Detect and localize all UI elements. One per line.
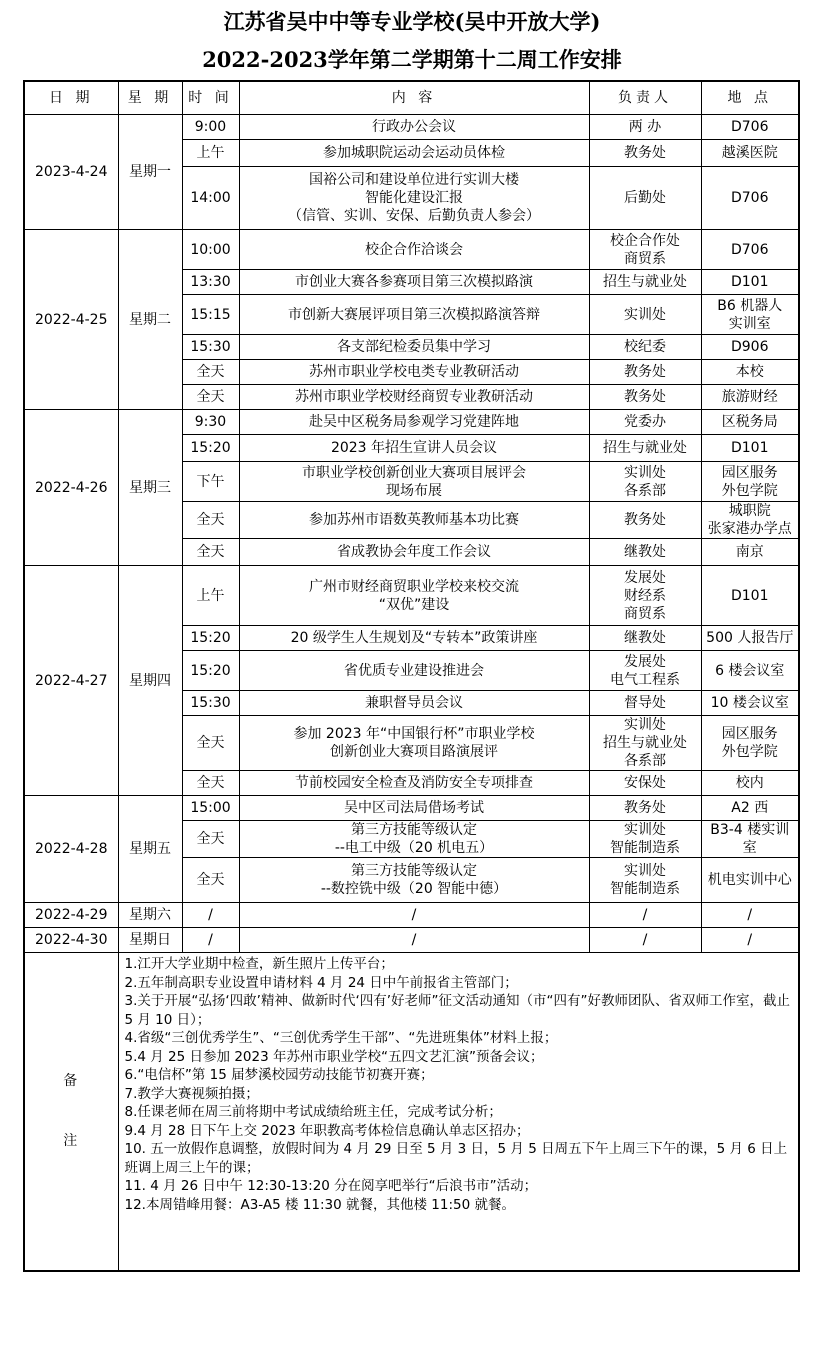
table-row (24, 230, 799, 270)
place-cell: D101 (701, 566, 799, 626)
date-cell: 2022-4-27 (24, 566, 118, 796)
place-cell: 南京 (701, 539, 799, 566)
owner-cell: 教务处 (589, 796, 701, 821)
time-cell: 15:15 (182, 295, 239, 335)
owner-cell: 实训处 智能制造系 (589, 821, 701, 858)
time-cell: 全天 (182, 771, 239, 796)
weekday-cell: 星期二 (118, 230, 182, 410)
time-cell: 15:00 (182, 796, 239, 821)
owner-cell: 实训处 各系部 (589, 462, 701, 502)
owner-cell: 实训处 招生与就业处 各系部 (589, 716, 701, 771)
time-cell: 14:00 (182, 167, 239, 230)
owner-cell: 校企合作处 商贸系 (589, 230, 701, 270)
time-cell: 15:20 (182, 651, 239, 691)
note-item: 7.教学大赛视频拍摄； (124, 1085, 259, 1102)
place-cell: 本校 (701, 360, 799, 385)
place-cell: 校内 (701, 771, 799, 796)
content-cell: 市创新大赛展评项目第三次模拟路演答辩 (239, 295, 589, 335)
note-item: 12.本周错峰用餐：A3-A5 楼 11:30 就餐，其他楼 11:50 就餐。 (124, 1196, 515, 1213)
note-item: 6.“电信杯”第 15 届梦溪校园劳动技能节初赛开赛； (124, 1067, 434, 1083)
time-cell: 全天 (182, 385, 239, 410)
content-cell: 参加城职院运动会运动员体检 (239, 140, 589, 167)
owner-cell: 教务处 (589, 502, 701, 539)
weekday-cell: 星期五 (118, 796, 182, 903)
place-cell: 园区服务 外包学院 (701, 716, 799, 771)
owner-cell: / (589, 903, 701, 928)
time-cell: 9:30 (182, 410, 239, 435)
place-cell: 区税务局 (701, 410, 799, 435)
weekday-cell: 星期一 (118, 115, 182, 230)
place-cell: B3-4 楼实训室 (701, 821, 799, 858)
content-cell: 第三方技能等级认定 --数控铣中级（20 智能中德） (239, 858, 589, 903)
date-cell: 2022-4-26 (24, 410, 118, 566)
notes-list (118, 953, 799, 1271)
note-item: 1.江开大学业期中检查，新生照片上传平台； (124, 956, 394, 972)
note-item: 10. 五一放假作息调整，放假时间为 4 月 29 日至 5 月 3 日，5 月 5 日周五下午上周三下午的课，5 月 6 日上班调上周三上午的课； (124, 1141, 788, 1176)
owner-cell: 两 办 (589, 115, 701, 140)
table-row (24, 410, 799, 435)
content-cell: 20 级学生人生规划及“专转本”政策讲座 (239, 626, 589, 651)
place-cell: B6 机器人 实训室 (701, 295, 799, 335)
owner-cell: 教务处 (589, 140, 701, 167)
date-cell: 2022-4-25 (24, 230, 118, 410)
owner-cell: 继教处 (589, 626, 701, 651)
time-cell: 15:30 (182, 335, 239, 360)
owner-cell: 发展处 财经系 商贸系 (589, 566, 701, 626)
content-cell: 参加 2023 年“中国银行杯”市职业学校 创新创业大赛项目路演展评 (239, 716, 589, 771)
note-item: 4.省级“三创优秀学生”、“三创优秀学生干部”、“先进班集体”材料上报； (124, 1030, 558, 1046)
place-cell: D706 (701, 167, 799, 230)
content-cell: 市创业大赛各参赛项目第三次模拟路演 (239, 270, 589, 295)
header-owner: 负责人 (589, 81, 701, 115)
content-cell: 各支部纪检委员集中学习 (239, 335, 589, 360)
content-cell: 苏州市职业学校财经商贸专业教研活动 (239, 385, 589, 410)
content-cell: 校企合作洽谈会 (239, 230, 589, 270)
owner-cell: 发展处 电气工程系 (589, 651, 701, 691)
owner-cell: / (589, 928, 701, 953)
place-cell: D706 (701, 230, 799, 270)
place-cell: / (701, 928, 799, 953)
table-row (24, 903, 799, 928)
owner-cell: 教务处 (589, 360, 701, 385)
header-content: 内 容 (239, 81, 589, 115)
owner-cell: 督导处 (589, 691, 701, 716)
place-cell: 10 楼会议室 (701, 691, 799, 716)
date-cell: 2022-4-29 (24, 903, 118, 928)
header-row (24, 81, 799, 115)
time-cell: 13:30 (182, 270, 239, 295)
weekday-cell: 星期六 (118, 903, 182, 928)
note-item: 3.关于开展“弘扬‘四敢’精神、做新时代‘四有’好老师”征文活动通知（市“四有”好教师团队、省双师工作室，截止 5 月 10 日）； (124, 993, 791, 1028)
table-row (24, 796, 799, 821)
time-cell: / (182, 903, 239, 928)
content-cell: 广州市财经商贸职业学校来校交流 “双优”建设 (239, 566, 589, 626)
time-cell: 10:00 (182, 230, 239, 270)
note-item: 11. 4 月 26 日中午 12:30-13:20 分在阅享吧举行“后浪书市”活动； (124, 1178, 538, 1194)
time-cell: 全天 (182, 360, 239, 385)
time-cell: 15:30 (182, 691, 239, 716)
content-cell: 第三方技能等级认定 --电工中级（20 机电五） (239, 821, 589, 858)
owner-cell: 实训处 智能制造系 (589, 858, 701, 903)
place-cell: 旅游财经 (701, 385, 799, 410)
place-cell: D101 (701, 435, 799, 462)
content-cell: 苏州市职业学校电类专业教研活动 (239, 360, 589, 385)
content-cell: 行政办公会议 (239, 115, 589, 140)
time-cell: / (182, 928, 239, 953)
content-cell: / (239, 903, 589, 928)
document-title: 江苏省吴中中等专业学校(吴中开放大学) (223, 9, 601, 34)
place-cell: D906 (701, 335, 799, 360)
place-cell: 500 人报告厅 (701, 626, 799, 651)
owner-cell: 校纪委 (589, 335, 701, 360)
content-cell: 省优质专业建设推进会 (239, 651, 589, 691)
owner-cell: 后勤处 (589, 167, 701, 230)
date-cell: 2022-4-28 (24, 796, 118, 903)
document-subtitle: 2022-2023学年第二学期第十二周工作安排 (202, 47, 622, 72)
weekday-cell: 星期日 (118, 928, 182, 953)
content-cell: 2023 年招生宣讲人员会议 (239, 435, 589, 462)
time-cell: 全天 (182, 539, 239, 566)
content-cell: 省成教协会年度工作会议 (239, 539, 589, 566)
note-item: 9.4 月 28 日下午上交 2023 年职教高考体检信息确认单志区招办； (124, 1122, 530, 1139)
owner-cell: 招生与就业处 (589, 270, 701, 295)
time-cell: 全天 (182, 502, 239, 539)
time-cell: 上午 (182, 140, 239, 167)
schedule-table (23, 80, 800, 1272)
table-row (24, 115, 799, 140)
content-cell: 市职业学校创新创业大赛项目展评会 现场布展 (239, 462, 589, 502)
owner-cell: 教务处 (589, 385, 701, 410)
owner-cell: 党委办 (589, 410, 701, 435)
date-cell: 2023-4-24 (24, 115, 118, 230)
owner-cell: 继教处 (589, 539, 701, 566)
content-cell: 参加苏州市语数英教师基本功比赛 (239, 502, 589, 539)
place-cell: A2 西 (701, 796, 799, 821)
note-item: 2.五年制高职专业设置申请材料 4 月 24 日中午前报省主管部门； (124, 974, 518, 991)
content-cell: 吴中区司法局借场考试 (239, 796, 589, 821)
place-cell: 城职院 张家港办学点 (701, 502, 799, 539)
notes-row (24, 953, 799, 1271)
time-cell: 全天 (182, 858, 239, 903)
time-cell: 全天 (182, 716, 239, 771)
weekday-cell: 星期四 (118, 566, 182, 796)
notes-label: 备 注 (24, 953, 118, 1271)
table-row (24, 566, 799, 626)
content-cell: 兼职督导员会议 (239, 691, 589, 716)
place-cell: 越溪医院 (701, 140, 799, 167)
time-cell: 下午 (182, 462, 239, 502)
header-time: 时 间 (182, 81, 239, 115)
place-cell: 园区服务 外包学院 (701, 462, 799, 502)
place-cell: / (701, 903, 799, 928)
header-weekday: 星 期 (118, 81, 182, 115)
date-cell: 2022-4-30 (24, 928, 118, 953)
table-row (24, 928, 799, 953)
content-cell: / (239, 928, 589, 953)
time-cell: 15:20 (182, 626, 239, 651)
owner-cell: 招生与就业处 (589, 435, 701, 462)
time-cell: 上午 (182, 566, 239, 626)
content-cell: 节前校园安全检查及消防安全专项排查 (239, 771, 589, 796)
time-cell: 15:20 (182, 435, 239, 462)
header-date: 日 期 (24, 81, 118, 115)
owner-cell: 安保处 (589, 771, 701, 796)
content-cell: 赴吴中区税务局参观学习党建阵地 (239, 410, 589, 435)
owner-cell: 实训处 (589, 295, 701, 335)
header-place: 地 点 (701, 81, 799, 115)
note-item: 8.任课老师在周三前将期中考试成绩给班主任，完成考试分析； (124, 1104, 502, 1120)
note-item: 5.4 月 25 日参加 2023 年苏州市职业学校“五四文艺汇演”预备会议； (124, 1048, 544, 1065)
place-cell: D101 (701, 270, 799, 295)
place-cell: 机电实训中心 (701, 858, 799, 903)
place-cell: D706 (701, 115, 799, 140)
time-cell: 全天 (182, 821, 239, 858)
weekday-cell: 星期三 (118, 410, 182, 566)
content-cell: 国裕公司和建设单位进行实训大楼 智能化建设汇报 （信管、实训、安保、后勤负责人参会） (239, 167, 589, 230)
place-cell: 6 楼会议室 (701, 651, 799, 691)
time-cell: 9:00 (182, 115, 239, 140)
